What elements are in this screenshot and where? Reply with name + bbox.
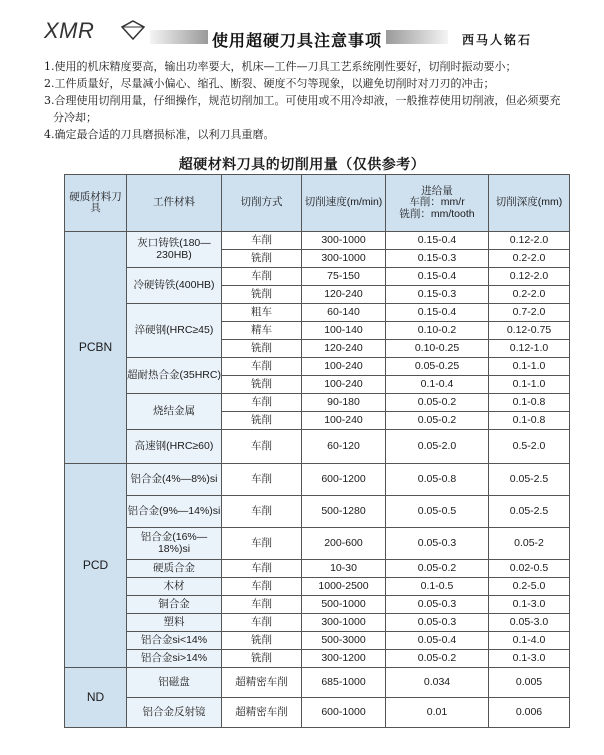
table-row xyxy=(65,394,570,412)
feed-cell: 0.10-0.2 xyxy=(386,322,489,340)
feed-cell: 0.15-0.3 xyxy=(386,250,489,268)
table-row xyxy=(65,596,570,614)
depth-cell: 0.05-2.5 xyxy=(489,464,570,496)
method-cell: 超精密车削 xyxy=(222,668,302,698)
method-cell: 车削 xyxy=(222,560,302,578)
method-cell: 铣削 xyxy=(222,376,302,394)
depth-cell: 0.005 xyxy=(489,668,570,698)
workpiece-material-cell: 铝合金(9%—14%)si xyxy=(127,496,222,528)
feed-cell: 0.05-0.5 xyxy=(386,496,489,528)
table-row xyxy=(65,614,570,632)
depth-cell: 0.2-2.0 xyxy=(489,286,570,304)
workpiece-material-cell: 铝合金(16%—18%)si xyxy=(127,528,222,560)
feed-cell: 0.01 xyxy=(386,698,489,728)
method-cell: 车削 xyxy=(222,528,302,560)
method-cell: 车削 xyxy=(222,358,302,376)
method-cell: 车削 xyxy=(222,464,302,496)
speed-cell: 10-30 xyxy=(302,560,386,578)
feed-cell: 0.15-0.4 xyxy=(386,304,489,322)
table-body xyxy=(65,232,570,728)
depth-cell: 0.1-1.0 xyxy=(489,358,570,376)
workpiece-material-cell: 烧结金属 xyxy=(127,394,222,430)
workpiece-material-cell: 铝磁盘 xyxy=(127,668,222,698)
table-row xyxy=(65,268,570,286)
method-cell: 车削 xyxy=(222,394,302,412)
header-decor-bar-left xyxy=(150,30,208,44)
header-feed xyxy=(386,175,489,232)
speed-cell: 100-240 xyxy=(302,412,386,430)
speed-cell: 300-1000 xyxy=(302,232,386,250)
method-cell: 精车 xyxy=(222,322,302,340)
method-cell: 铣削 xyxy=(222,632,302,650)
feed-cell: 0.1-0.4 xyxy=(386,376,489,394)
method-cell: 车削 xyxy=(222,268,302,286)
header-feed-title: 进给量 xyxy=(421,184,453,197)
depth-cell: 0.02-0.5 xyxy=(489,560,570,578)
workpiece-material-cell: 高速钢(HRC≥60) xyxy=(127,430,222,464)
feed-cell: 0.1-0.5 xyxy=(386,578,489,596)
method-cell: 粗车 xyxy=(222,304,302,322)
method-cell: 车削 xyxy=(222,578,302,596)
speed-cell: 300-1000 xyxy=(302,250,386,268)
header-method: 切削方式 xyxy=(222,175,302,232)
depth-cell: 0.006 xyxy=(489,698,570,728)
feed-cell: 0.05-0.3 xyxy=(386,528,489,560)
speed-cell: 500-3000 xyxy=(302,632,386,650)
note-item: 3.合理使用切削用量，仔细操作，规范切削加工。可使用或不用冷却液，一般推荐使用切削液，但必须要充分冷却； xyxy=(44,94,561,124)
table-row xyxy=(65,496,570,528)
workpiece-material-cell: 铝合金(4%—8%)si xyxy=(127,464,222,496)
method-cell: 车削 xyxy=(222,232,302,250)
page-header xyxy=(0,0,604,58)
feed-cell: 0.15-0.4 xyxy=(386,268,489,286)
table-row xyxy=(65,668,570,698)
depth-cell: 0.1-4.0 xyxy=(489,632,570,650)
table-title: 超硬材料刀具的切削用量（仅供参考） xyxy=(178,157,426,173)
workpiece-material-cell: 冷硬铸铁(400HB) xyxy=(127,268,222,304)
speed-cell: 75-150 xyxy=(302,268,386,286)
depth-cell: 0.7-2.0 xyxy=(489,304,570,322)
method-cell: 车削 xyxy=(222,596,302,614)
workpiece-material-cell: 铝合金si<14% xyxy=(127,632,222,650)
method-cell: 铣削 xyxy=(222,340,302,358)
depth-cell: 0.05-2.5 xyxy=(489,496,570,528)
speed-cell: 300-1200 xyxy=(302,650,386,668)
method-cell: 车削 xyxy=(222,430,302,464)
method-cell: 铣削 xyxy=(222,286,302,304)
feed-cell: 0.05-2.0 xyxy=(386,430,489,464)
feed-cell: 0.05-0.2 xyxy=(386,560,489,578)
depth-cell: 0.1-3.0 xyxy=(489,650,570,668)
diamond-icon xyxy=(120,20,146,40)
depth-cell: 0.2-5.0 xyxy=(489,578,570,596)
header-feed-milling: 铣削：mm/tooth xyxy=(399,207,475,220)
speed-cell: 300-1000 xyxy=(302,614,386,632)
workpiece-material-cell: 铝合金si>14% xyxy=(127,650,222,668)
depth-cell: 0.5-2.0 xyxy=(489,430,570,464)
feed-cell: 0.15-0.3 xyxy=(386,286,489,304)
workpiece-material-cell: 超耐热合金(35HRC) xyxy=(127,358,222,394)
table-row xyxy=(65,560,570,578)
cutting-parameters-table xyxy=(64,174,570,728)
table-row xyxy=(65,528,570,560)
feed-cell: 0.05-0.2 xyxy=(386,412,489,430)
feed-cell: 0.05-0.8 xyxy=(386,464,489,496)
workpiece-material-cell: 淬硬钢(HRC≥45) xyxy=(127,304,222,358)
speed-cell: 100-140 xyxy=(302,322,386,340)
table-row xyxy=(65,632,570,650)
brand-name: 西马人铭石 xyxy=(462,33,533,47)
method-cell: 铣削 xyxy=(222,650,302,668)
depth-cell: 0.05-2 xyxy=(489,528,570,560)
tool-group-cell: PCD xyxy=(65,464,127,668)
usage-notes xyxy=(44,58,569,143)
table-row xyxy=(65,698,570,728)
tool-group-cell: PCBN xyxy=(65,232,127,464)
workpiece-material-cell: 铝合金反射镜 xyxy=(127,698,222,728)
speed-cell: 500-1280 xyxy=(302,496,386,528)
table-row xyxy=(65,232,570,250)
speed-cell: 60-120 xyxy=(302,430,386,464)
depth-cell: 0.05-3.0 xyxy=(489,614,570,632)
brand-logo: XMR xyxy=(44,18,95,43)
feed-cell: 0.05-0.2 xyxy=(386,394,489,412)
speed-cell: 120-240 xyxy=(302,286,386,304)
feed-cell: 0.05-0.4 xyxy=(386,632,489,650)
depth-cell: 0.1-3.0 xyxy=(489,596,570,614)
feed-cell: 0.05-0.25 xyxy=(386,358,489,376)
feed-cell: 0.05-0.3 xyxy=(386,596,489,614)
depth-cell: 0.1-0.8 xyxy=(489,412,570,430)
depth-cell: 0.12-1.0 xyxy=(489,340,570,358)
feed-cell: 0.05-0.2 xyxy=(386,650,489,668)
page-title: 使用超硬刀具注意事项 xyxy=(212,31,383,50)
speed-cell: 200-600 xyxy=(302,528,386,560)
speed-cell: 120-240 xyxy=(302,340,386,358)
method-cell: 车削 xyxy=(222,496,302,528)
speed-cell: 90-180 xyxy=(302,394,386,412)
speed-cell: 100-240 xyxy=(302,376,386,394)
note-item: 1.使用的机床精度要高，输出功率要大，机床—工件—刀具工艺系统刚性要好，切削时振动要小； xyxy=(44,60,517,73)
method-cell: 车削 xyxy=(222,614,302,632)
depth-cell: 0.2-2.0 xyxy=(489,250,570,268)
workpiece-material-cell: 塑料 xyxy=(127,614,222,632)
header-depth: 切削深度(mm) xyxy=(489,175,570,232)
workpiece-material-cell: 木材 xyxy=(127,578,222,596)
speed-cell: 100-240 xyxy=(302,358,386,376)
speed-cell: 685-1000 xyxy=(302,668,386,698)
header-tool-material: 硬质材料刀具 xyxy=(65,175,127,232)
note-item: 2.工件质量好，尽量减小偏心、缩孔、断裂、硬度不匀等现象，以避免切削时对刀刃的冲击； xyxy=(44,77,495,90)
depth-cell: 0.1-0.8 xyxy=(489,394,570,412)
table-row xyxy=(65,358,570,376)
depth-cell: 0.12-2.0 xyxy=(489,268,570,286)
tool-group-cell: ND xyxy=(65,668,127,728)
speed-cell: 600-1000 xyxy=(302,698,386,728)
method-cell: 超精密车削 xyxy=(222,698,302,728)
workpiece-material-cell: 硬质合金 xyxy=(127,560,222,578)
table-row xyxy=(65,304,570,322)
table-row xyxy=(65,650,570,668)
workpiece-material-cell: 铜合金 xyxy=(127,596,222,614)
table-row xyxy=(65,464,570,496)
header-speed: 切削速度(m/min) xyxy=(302,175,386,232)
table-row xyxy=(65,430,570,464)
table-row xyxy=(65,578,570,596)
feed-cell: 0.15-0.4 xyxy=(386,232,489,250)
depth-cell: 0.1-1.0 xyxy=(489,376,570,394)
depth-cell: 0.12-2.0 xyxy=(489,232,570,250)
header-feed-turning: 车削：mm/r xyxy=(409,196,465,209)
feed-cell: 0.10-0.25 xyxy=(386,340,489,358)
speed-cell: 500-1000 xyxy=(302,596,386,614)
method-cell: 铣削 xyxy=(222,412,302,430)
feed-cell: 0.05-0.3 xyxy=(386,614,489,632)
speed-cell: 1000-2500 xyxy=(302,578,386,596)
workpiece-material-cell: 灰口铸铁(180—230HB) xyxy=(127,232,222,268)
speed-cell: 60-140 xyxy=(302,304,386,322)
note-item: 4.确定最合适的刀具磨损标准，以利刀具重磨。 xyxy=(44,128,275,141)
header-workpiece: 工件材料 xyxy=(127,175,222,232)
feed-cell: 0.034 xyxy=(386,668,489,698)
method-cell: 铣削 xyxy=(222,250,302,268)
header-decor-bar-right xyxy=(386,30,448,44)
speed-cell: 600-1200 xyxy=(302,464,386,496)
table-header-row xyxy=(65,175,570,232)
depth-cell: 0.12-0.75 xyxy=(489,322,570,340)
